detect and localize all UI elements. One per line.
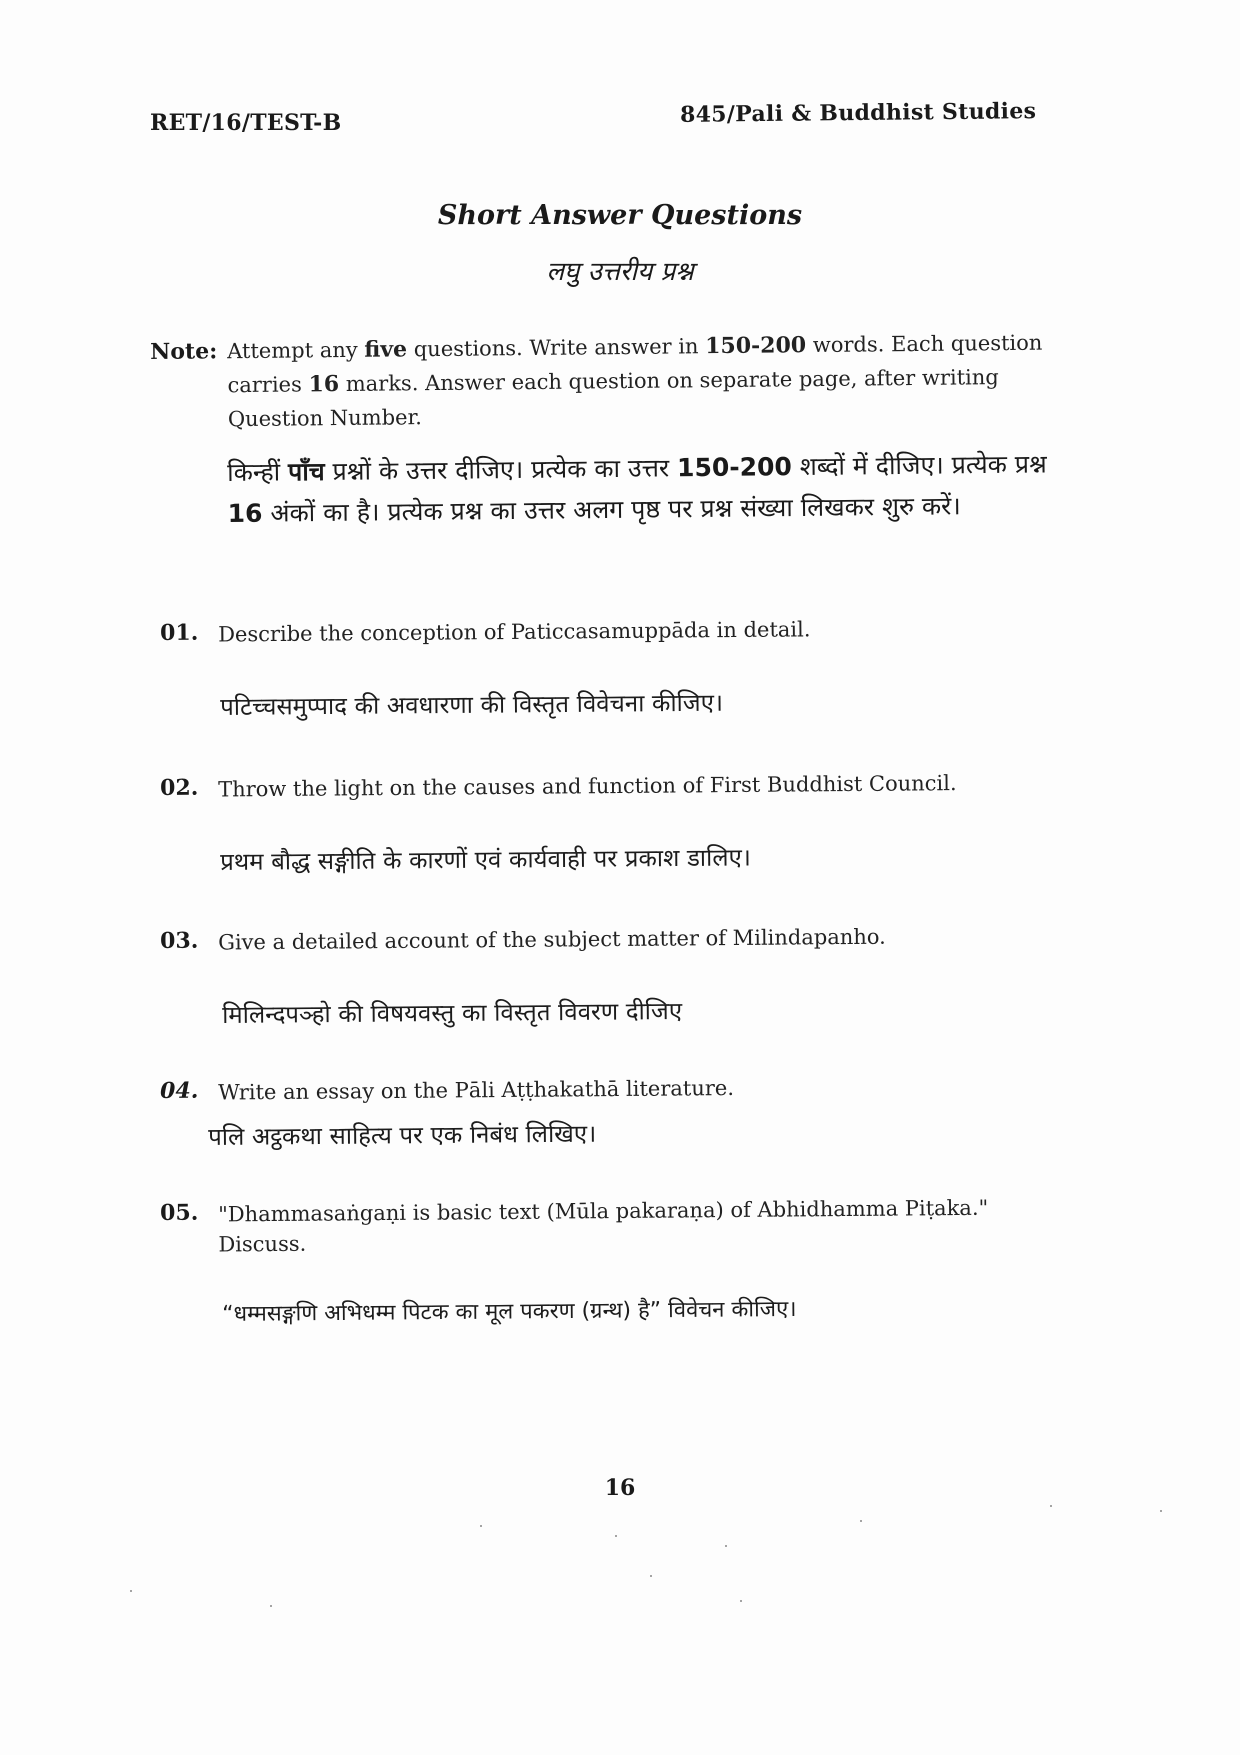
scan-speck <box>480 1525 482 1527</box>
note-label: Note: <box>150 338 218 365</box>
note-text: Attempt any <box>227 337 365 364</box>
note-text: marks. Answer each question on separate page, after writing Question Number. <box>227 365 999 432</box>
note-bold: five <box>364 336 408 363</box>
note-hindi <box>227 443 1068 534</box>
note-english <box>227 325 1066 436</box>
section-title-hindi: लघु उत्तरीय प्रश्न <box>546 257 694 287</box>
question-number: 04. <box>160 1077 199 1104</box>
note-text: questions. Write answer in <box>406 334 706 362</box>
question-4 <box>160 1070 1090 1108</box>
instructions-note <box>150 325 1066 437</box>
scan-speck <box>725 1545 727 1547</box>
scan-speck <box>650 1575 652 1577</box>
question-number: 01. <box>160 619 199 646</box>
subject-code: 845/Pali & Buddhist Studies <box>679 98 1037 128</box>
scan-speck <box>740 1600 742 1602</box>
question-3 <box>160 920 1090 958</box>
section-title: Short Answer Questions <box>437 200 803 231</box>
question-4-hindi: पलि अट्ठकथा साहित्य पर एक निबंध लिखिए। <box>208 1119 597 1151</box>
question-2 <box>160 767 1090 805</box>
question-english: "Dhammasaṅgaṇi is basic text (Mūla pakaraṇa) of Abhidhamma Piṭaka." Discuss. <box>218 1195 989 1257</box>
question-2-hindi: प्रथम बौद्ध सङ्गीति के कारणों एवं कार्यवाही पर प्रकाश डालिए। <box>220 843 752 876</box>
scan-speck <box>270 1605 272 1607</box>
question-1-hindi: पटिच्चसमुप्पाद की अवधारणा की विस्तृत विवेचना कीजिए। <box>220 688 724 721</box>
scan-speck <box>1050 1505 1052 1507</box>
note-hi-text: किन्हीं <box>227 457 289 487</box>
note-hi-bold: 150-200 <box>676 452 792 483</box>
question-english: Describe the conception of Paticcasamuppāda in detail. <box>218 617 811 647</box>
question-3-hindi: मिलिन्दपञ्हो की विषयवस्तु का विस्तृत विवरण दीजिए <box>222 996 683 1029</box>
question-number: 05. <box>160 1199 199 1226</box>
page-number: 16 <box>604 1475 636 1501</box>
scan-speck <box>615 1535 617 1537</box>
question-english: Throw the light on the causes and function of First Buddhist Council. <box>218 771 957 802</box>
note-hi-text: अंकों का है। प्रत्येक प्रश्न का उत्तर अलग पृष्ठ पर प्रश्न संख्या लिखकर शुरु करें। <box>262 491 961 528</box>
question-1 <box>160 612 1090 650</box>
scan-speck <box>860 1520 862 1522</box>
note-text: words. Each question carries <box>227 330 1043 398</box>
question-english: Write an essay on the Pāli Aṭṭhakathā literature. <box>218 1075 735 1105</box>
question-english: Give a detailed account of the subject matter of Milindapanho. <box>218 924 886 955</box>
note-hi-bold: 16 <box>227 498 263 528</box>
question-number: 02. <box>160 774 199 801</box>
note-hi-bold: पाँच <box>287 456 325 487</box>
question-number: 03. <box>160 927 199 954</box>
question-5 <box>160 1192 1080 1260</box>
scan-speck <box>1160 1510 1162 1512</box>
note-hi-text: शब्दों में दीजिए। प्रत्येक प्रश्न <box>791 449 1047 482</box>
note-hi-text: प्रश्नों के उत्तर दीजिए। प्रत्येक का उत्तर <box>324 453 678 486</box>
question-5-hindi: “धम्मसङ्गणि अभिधम्म पिटक का मूल पकरण (ग्रन्थ) है” विवेचन कीजिए। <box>222 1296 797 1327</box>
note-bold: 150-200 <box>705 332 807 360</box>
paper-code: RET/16/TEST-B <box>150 110 342 136</box>
note-bold: 16 <box>308 371 340 398</box>
scan-speck <box>130 1590 132 1592</box>
